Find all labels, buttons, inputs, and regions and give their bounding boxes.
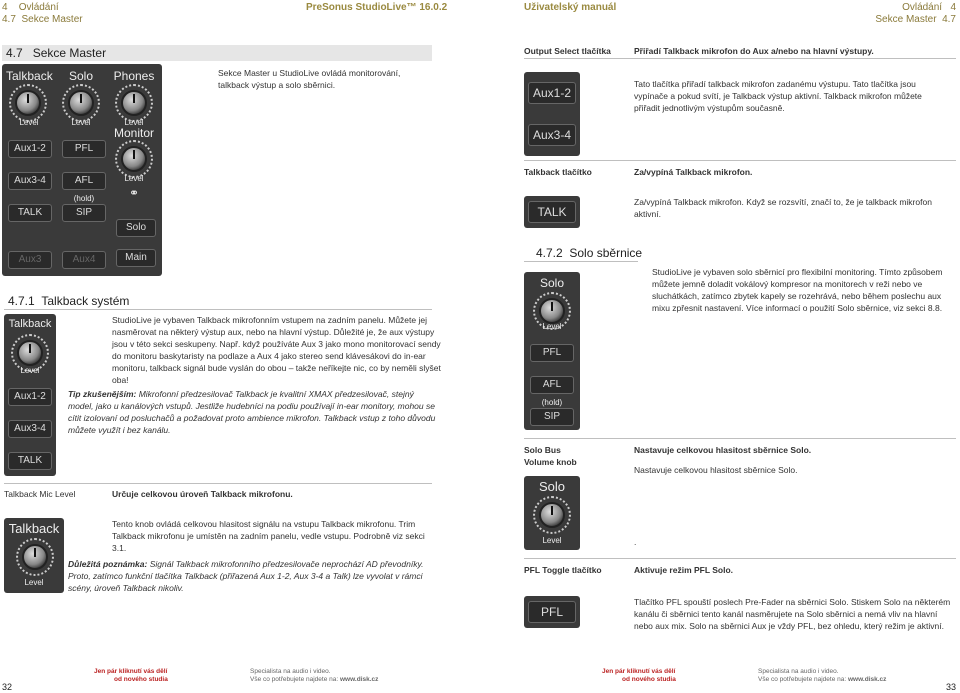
footer-site-link[interactable]: www.disk.cz	[848, 676, 887, 683]
monitor-label: Monitor	[113, 126, 154, 140]
talkback-label: Talkback	[8, 318, 52, 330]
solo-subsection-heading	[536, 246, 642, 260]
header-manual: Uživatelský manuál	[524, 2, 617, 13]
footer-left-info	[250, 668, 378, 684]
level-label: Level	[542, 536, 562, 545]
tip-label: Tip zkušenějším:	[68, 389, 137, 399]
solo-knob[interactable]	[539, 298, 565, 324]
chapter-num: 4	[950, 2, 956, 13]
tb-btn-text: Za/vypíná Talkback mikrofon. Když se rozsvítí, značí to, že je talkback mikrofon aktivní.	[634, 197, 932, 219]
talk-button[interactable]: TALK	[528, 201, 576, 223]
talk-panel	[524, 196, 580, 228]
dot: .	[634, 537, 637, 547]
hold-label: (hold)	[541, 398, 563, 407]
chapter-num: 4	[2, 2, 8, 13]
talkback-mic-level-knob[interactable]	[22, 544, 48, 570]
level-label: Level	[19, 118, 39, 127]
solo-text: StudioLive je vybaven solo sběrnicí pro flexibilní monitoring. Tímto způsobem můžete jemně doladit vokálový kompresor na monitorech v reži nebo ve sluchátkách, zatímco zbytek kapely se rozehrává, nebo během poslechu aux mixu zpřesnit nastavení. Více informací o použití Solo sběrnice, viz sekci 8.8.	[652, 267, 943, 313]
page-number-left: 32	[2, 682, 13, 692]
section-title: Sekce Master	[32, 46, 107, 60]
talkback-level-panel	[4, 518, 64, 593]
footer-ad-line: Jen pár kliknutí vás dělí	[602, 668, 676, 675]
solo-bus-label	[524, 444, 577, 468]
solo-panel	[524, 272, 580, 430]
rule	[4, 483, 432, 484]
section-heading	[2, 45, 432, 61]
talkback-label: Talkback	[6, 69, 53, 83]
sip-button[interactable]: SIP	[530, 408, 574, 426]
phones-level-knob[interactable]	[121, 90, 147, 116]
aux34-button[interactable]: Aux3-4	[8, 420, 52, 438]
rule	[524, 438, 956, 439]
aux12-button[interactable]: Aux1-2	[528, 82, 576, 104]
out-sel-desc: Přiřadí Talkback mikrofon do Aux a/nebo na hlavní výstupy.	[634, 46, 874, 56]
level-label: Level	[124, 118, 144, 127]
mic-level-label: Talkback Mic Level	[4, 489, 76, 499]
link-icon: ⚭	[128, 186, 140, 200]
aux12-button[interactable]: Aux1-2	[8, 140, 52, 158]
section-label: Sekce Master	[21, 14, 83, 25]
aux12-button[interactable]: Aux1-2	[8, 388, 52, 406]
pfl-button[interactable]: PFL	[528, 601, 576, 623]
solo-bus-desc: Nastavuje celkovou hlasitost sběrnice Solo.	[634, 445, 812, 455]
level-label: Level	[20, 366, 40, 375]
level-label: Level	[542, 322, 562, 331]
footer-info-line: Vše co potřebujete najdete na:	[250, 676, 339, 683]
talkback-panel	[4, 314, 56, 476]
solo-bus-knob-panel	[524, 476, 580, 550]
talkback-label: Talkback	[8, 521, 60, 536]
afl-button[interactable]: AFL	[62, 172, 106, 190]
note-label: Důležitá poznámka:	[68, 559, 148, 569]
mic-level-desc: Určuje celkovou úroveň Talkback mikrofonu.	[112, 489, 293, 499]
rule	[524, 58, 956, 59]
solo-bus-label-line1: Solo Bus	[524, 445, 561, 455]
talkback-paragraph: StudioLive je vybaven Talkback mikrofonním vstupem na zadním panelu. Můžete jej nasměrovat na některý výstup aux, nebo na hlavní výstup. Důležité je, že aux výstupy jsou v této sekci seskupeny. Např. když používáte Aux 3 jako mono monitorovací sendy do monitoru baskytaristy na podlaze a Aux 4 jako stereo send klávesákovi do in-ear monitoru, talkback signál bude vyslán do obou – takže neříkejte nic, co by neměli slyšet oba!	[112, 315, 441, 385]
subsection-number: 4.7.1	[8, 294, 35, 308]
footer-site-link[interactable]: www.disk.cz	[340, 676, 379, 683]
note-paragraph	[68, 558, 438, 594]
chapter-label: Ovládání	[902, 2, 943, 13]
footer-right-ad	[602, 668, 676, 684]
section-number: 4.7	[6, 46, 23, 60]
monitor-level-knob[interactable]	[121, 146, 147, 172]
solo-label: Solo	[68, 69, 94, 83]
solo-bus-label-line2: Volume knob	[524, 457, 577, 467]
level-label: Level	[124, 174, 144, 183]
phones-label: Phones	[113, 69, 155, 83]
tb-btn-desc: Za/vypíná Talkback mikrofon.	[634, 167, 753, 177]
header-left-chapter	[2, 2, 102, 26]
afl-button[interactable]: AFL	[530, 376, 574, 394]
pfl-panel	[524, 596, 580, 628]
footer-ad-line: od nového studia	[114, 676, 168, 683]
pfl-desc: Aktivuje režim PFL Solo.	[634, 565, 734, 575]
subsection-title: Solo sběrnice	[569, 246, 643, 260]
main-button[interactable]: Main	[116, 249, 156, 267]
rule	[4, 309, 432, 310]
header-right-chapter	[836, 2, 956, 26]
aux34-button[interactable]: Aux3-4	[528, 124, 576, 146]
tip-paragraph	[68, 388, 436, 436]
mic-level-text: Tento knob ovládá celkovou hlasitost signálu na vstupu Talkback mikrofonu. Trim Talkback mikrofonu je umístěn na zadním panelu, vedle vstupu. Podrobně viz sekci 3.1.	[112, 519, 425, 553]
page-number-right: 33	[945, 682, 956, 692]
solo-button[interactable]: Solo	[116, 219, 156, 237]
footer-right-info	[758, 668, 886, 684]
aux34-button[interactable]: Aux3-4	[8, 172, 52, 190]
subsection-title: Talkback systém	[41, 294, 130, 308]
solo-level-knob[interactable]	[68, 90, 94, 116]
talkback-level-knob[interactable]	[15, 90, 41, 116]
subsection-number: 4.7.2	[536, 246, 563, 260]
footer-info-line: Specialista na audio i video.	[250, 668, 331, 675]
aux3-button[interactable]: Aux3	[8, 251, 52, 269]
pfl-label: PFL Toggle tlačítko	[524, 565, 602, 575]
tb-btn-label: Talkback tlačítko	[524, 167, 592, 177]
footer-left-ad	[94, 668, 168, 684]
pfl-button[interactable]: PFL	[530, 344, 574, 362]
note-text: Signál Talkback mikrofonního předzesilovače neprochází AD převodníky. Proto, zatímco funkční tlačítka Talkback (přiřazená Aux 1-2, Aux 3-4 a Talk) lze vyvolat v rámci scény, úroveň Talkback nikoliv.	[68, 559, 424, 593]
tip-text: Mikrofonní předzesilovač Talkback je kvalitní XMAX předzesilovač, stejný model, jako u kanálových vstupů. Jestliže hudebníci na podiu používají in-ear monitory, mohou se cítit izolovaní od posluchačů a požadovat proto ambience mikrofon. Talkback vstup z toho důvodu můžete využít i bez kanálu.	[68, 389, 436, 435]
footer-ad-line: Jen pár kliknutí vás dělí	[94, 668, 168, 675]
sip-button[interactable]: SIP	[62, 204, 106, 222]
section-label: Sekce Master	[875, 14, 937, 25]
solo-label: Solo	[539, 276, 565, 290]
aux4-button[interactable]: Aux4	[62, 251, 106, 269]
level-label: Level	[24, 578, 44, 587]
rule	[524, 558, 956, 559]
talk-button[interactable]: TALK	[8, 452, 52, 470]
talk-button[interactable]: TALK	[8, 204, 52, 222]
rule	[524, 160, 956, 161]
level-label: Level	[71, 118, 91, 127]
rule	[524, 261, 638, 262]
solo-bus-text: Nastavuje celkovou hlasitost sběrnice Solo.	[634, 465, 798, 475]
hold-label: (hold)	[73, 194, 95, 203]
intro-text: Sekce Master u StudioLive ovládá monitorování, talkback výstup a solo sběrnici.	[218, 68, 401, 90]
section-num: 4.7	[942, 14, 956, 25]
out-sel-label: Output Select tlačítka	[524, 46, 611, 56]
output-select-panel	[524, 72, 580, 156]
talkback-knob[interactable]	[17, 340, 43, 366]
pfl-text: Tlačítko PFL spouští poslech Pre-Fader na sběrnici Solo. Stiskem Solo na některém kanálu či sběrnici tento kanál nasměrujete na Solo sběrnici a nemá vliv na hlavní nebo aux mix. Solo na sběrnici Aux je vždy PFL, bez ohledu, který režim je aktivní.	[634, 597, 951, 631]
subsection-heading	[8, 294, 129, 308]
section-num: 4.7	[2, 14, 16, 25]
solo-label: Solo	[538, 479, 566, 494]
footer-info-line: Specialista na audio i video.	[758, 668, 839, 675]
header-product: PreSonus StudioLive™ 16.0.2	[306, 2, 448, 13]
footer-info-line: Vše co potřebujete najdete na:	[758, 676, 847, 683]
footer-ad-line: od nového studia	[622, 676, 676, 683]
solo-bus-volume-knob[interactable]	[539, 502, 565, 528]
master-section-panel	[2, 64, 162, 276]
out-sel-text: Tato tlačítka přiřadí talkback mikrofon zadanému výstupu. Tato tlačítka jsou vypínače a pokud svítí, je Talkback výstup aktivní. Talkback mikrofon můžete přiřadit jednotlivým výstupům současně.	[634, 79, 922, 113]
chapter-label: Ovládání	[18, 2, 59, 13]
pfl-button[interactable]: PFL	[62, 140, 106, 158]
